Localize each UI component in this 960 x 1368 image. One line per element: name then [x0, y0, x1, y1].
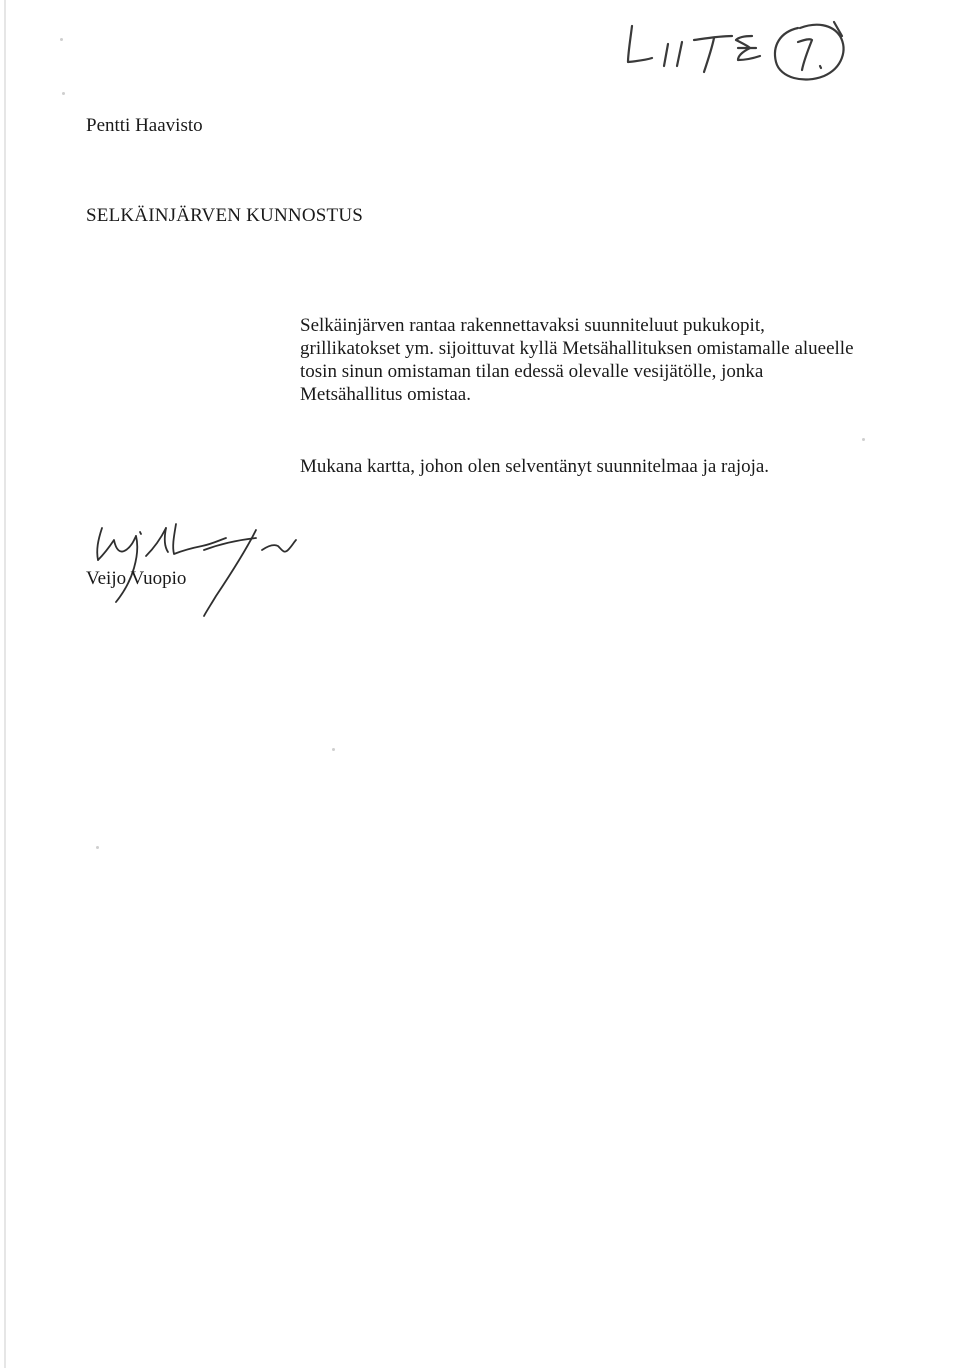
- author-name: Pentti Haavisto: [86, 115, 203, 136]
- signer-name: Veijo Vuopio: [86, 568, 187, 589]
- scan-speck: [60, 38, 63, 41]
- scan-speck: [96, 846, 99, 849]
- paragraph-line: tosin sinun omistaman tilan edessä olevalle vesijätölle, jonka: [300, 361, 764, 382]
- handwritten-signature: [80, 510, 300, 620]
- handwritten-annex-mark: [620, 14, 860, 94]
- paragraph-line: Selkäinjärven rantaa rakennettavaksi suunniteluut pukukopit,: [300, 315, 765, 336]
- scan-speck: [62, 92, 65, 95]
- attachment-note: Mukana kartta, johon olen selventänyt suunnitelmaa ja rajoja.: [300, 456, 770, 477]
- document-title: SELKÄINJÄRVEN KUNNOSTUS: [86, 205, 364, 226]
- paragraph-line: Metsähallitus omistaa.: [300, 384, 471, 405]
- scan-speck: [862, 438, 865, 441]
- scan-speck: [332, 748, 335, 751]
- page-edge-shadow: [4, 0, 6, 1368]
- body-paragraph: [300, 314, 910, 406]
- paragraph-line: grillikatokset ym. sijoittuvat kyllä Metsähallituksen omistamalle alueelle: [300, 338, 854, 359]
